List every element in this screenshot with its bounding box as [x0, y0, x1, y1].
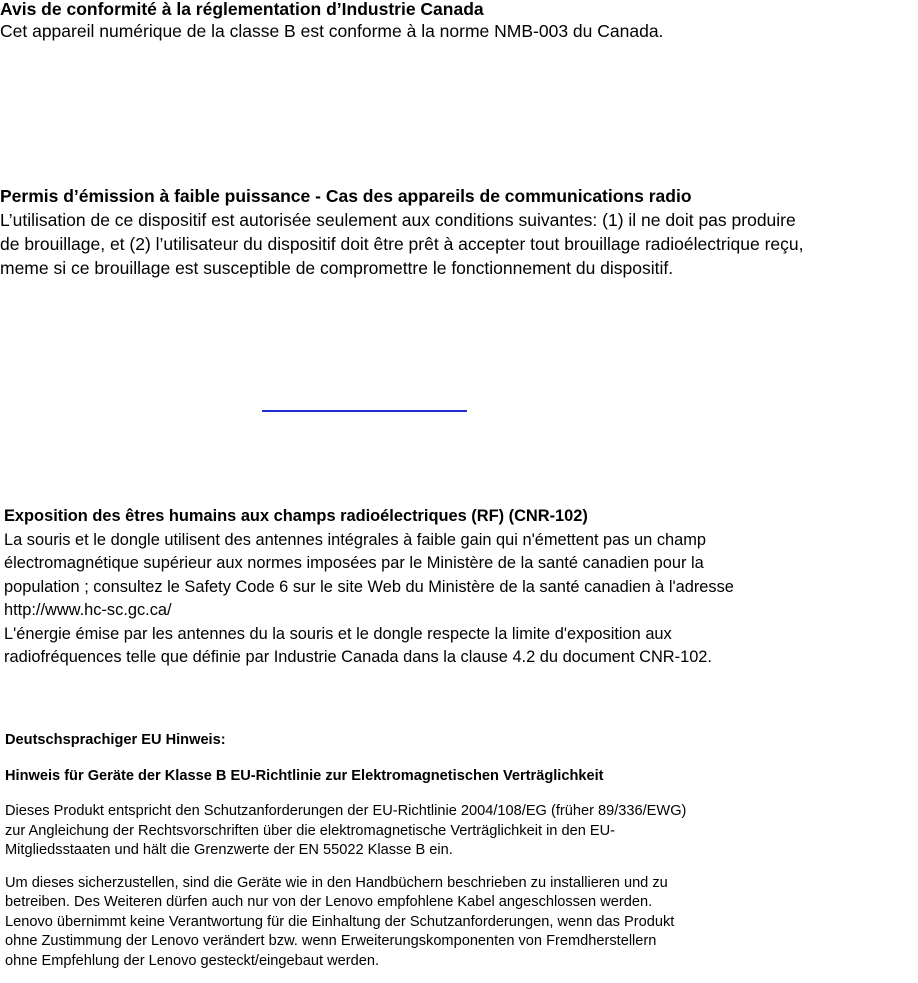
radio-permit-line-2: de brouillage, et (2) l’utilisateur du dispositif doit être prêt à accepter tout brouillage radioélectrique reçu, — [0, 234, 804, 254]
german-eu-paragraph-2 — [5, 874, 686, 972]
rf-exposure-url: http://www.hc-sc.gc.ca/ — [4, 601, 172, 619]
radio-permit-heading-line — [0, 184, 918, 208]
german-eu-para1-line-1: Dieses Produkt entspricht den Schutzanforderungen der EU-Richtlinie 2004/108/EG (früher 89/336/EWG) — [5, 803, 687, 819]
german-eu-subheading: Hinweis für Geräte der Klasse B EU-Richtlinie zur Elektromagnetischen Verträglichkeit — [5, 767, 604, 784]
ic-compliance-heading: Avis de conformité à la réglementation d’Industrie Canada — [0, 0, 484, 19]
ic-compliance-section — [0, 0, 663, 42]
rf-exposure-section — [4, 505, 734, 670]
radio-permit-line-3: meme si ce brouillage est susceptible de compromettre le fonctionnement du dispositif. — [0, 258, 674, 278]
ic-compliance-text: Cet appareil numérique de la classe B est conforme à la norme NMB-003 du Canada. — [0, 21, 664, 41]
german-eu-para2-line-4: ohne Zustimmung der Lenovo verändert bzw. wenn Erweiterungskomponenten von Fremdherstellern — [5, 933, 657, 949]
radio-permit-section — [0, 184, 918, 280]
german-eu-para2-line-3: Lenovo übernimmt keine Verantwortung für die Einhaltung der Schutzanforderungen, wenn das Produkt — [5, 913, 675, 930]
radio-permit-heading: Permis d’émission à faible puissance — [0, 186, 311, 206]
rf-exposure-line-5: L'énergie émise par les antennes du la souris et le dongle respecte la limite d'exposition aux — [4, 624, 672, 643]
rf-exposure-line-1: La souris et le dongle utilisent des antennes intégrales à faible gain qui n'émettent pas un champ — [4, 530, 707, 549]
german-eu-section — [5, 731, 686, 971]
rf-exposure-line-3: population ; consultez le Safety Code 6 sur le site Web du Ministère de la santé canadien à l'adresse — [4, 577, 734, 596]
german-eu-heading: Deutschsprachiger EU Hinweis: — [5, 732, 226, 748]
radio-permit-line-1: L’utilisation de ce dispositif est autorisée seulement aux conditions suivantes: (1) il ne doit pas produire — [0, 210, 796, 230]
german-eu-para1-line-2: zur Angleichung der Rechtsvorschriften über die elektromagnetische Verträglichkeit in den EU- — [5, 822, 616, 839]
german-eu-para2-line-1: Um dieses sicherzustellen, sind die Geräte wie in den Handbüchern beschrieben zu installieren und zu — [5, 874, 668, 891]
german-eu-para2-line-2: betreiben. Des Weiteren dürfen auch nur von der Lenovo empfohlene Kabel angeschlossen werden. — [5, 894, 653, 910]
rf-exposure-heading: Exposition des êtres humains aux champs radioélectriques (RF) (CNR-102) — [4, 507, 588, 525]
rf-exposure-line-2: électromagnétique supérieur aux normes imposées par le Ministère de la santé canadien pour la — [4, 554, 704, 572]
german-eu-para1-line-3: Mitgliedsstaaten und hält die Grenzwerte der EN 55022 Klasse B ein. — [5, 842, 453, 858]
rf-exposure-line-6: radiofréquences telle que définie par Industrie Canada dans la clause 4.2 du document CNR-102. — [4, 648, 712, 666]
german-eu-paragraph-1 — [5, 802, 686, 861]
blue-underline-rule — [262, 410, 467, 412]
german-eu-para2-line-5: ohne Empfehlung der Lenovo gesteckt/eingebaut werden. — [5, 952, 380, 969]
radio-permit-heading-suffix: - Cas des appareils de communications radio — [310, 186, 692, 206]
